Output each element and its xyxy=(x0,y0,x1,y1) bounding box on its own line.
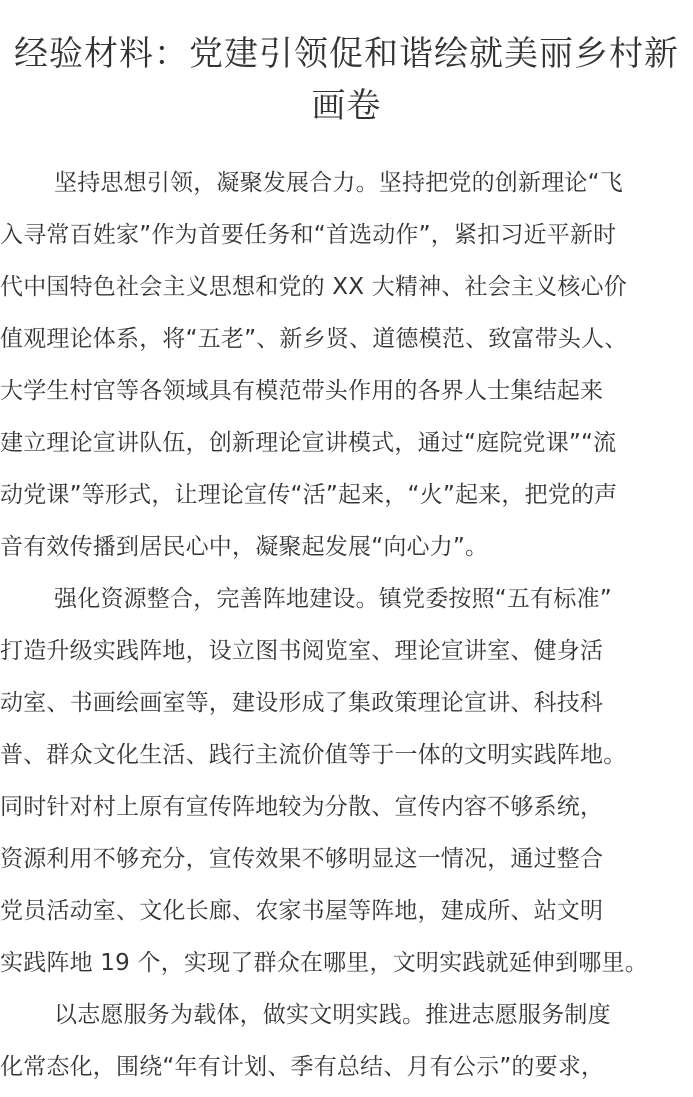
paragraph-line: 同时针对村上原有宣传阵地较为分散、宣传内容不够系统， xyxy=(0,794,604,820)
paragraph-line: 资源利用不够充分，宣传效果不够明显这一情况，通过整合 xyxy=(0,846,604,872)
paragraph-line: 强化资源整合，完善阵地建设。镇党委按照“五有标准” xyxy=(54,586,612,612)
paragraph-line: 坚持思想引领，凝聚发展合力。坚持把党的创新理论“飞 xyxy=(54,170,623,196)
paragraph-3 xyxy=(0,989,693,1093)
paragraph-line: 打造升级实践阵地，设立图书阅览室、理论宣讲室、健身活 xyxy=(0,638,604,664)
paragraph-line: 党员活动室、文化长廊、农家书屋等阵地，建成所、站文明 xyxy=(0,898,604,924)
paragraph-line: 入寻常百姓家”作为首要任务和“首选动作”，紧扣习近平新时 xyxy=(0,222,617,248)
paragraph-line: 化常态化，围绕“年有计划、季有总结、月有公示”的要求， xyxy=(0,1054,605,1080)
document-body xyxy=(0,157,693,1093)
paragraph-line: 动室、书画绘画室等，建设形成了集政策理论宣讲、科技科 xyxy=(0,690,604,716)
paragraph-2 xyxy=(0,573,693,989)
paragraph-line: 以志愿服务为载体，做实文明实践。推进志愿服务制度 xyxy=(54,1002,611,1028)
paragraph-line: 动党课”等形式，让理论宣传“活”起来，“火”起来，把党的声 xyxy=(0,482,618,508)
paragraph-line: 大学生村官等各领域具有模范带头作用的各界人士集结起来 xyxy=(0,378,604,404)
paragraph-line: 实践阵地 19 个，实现了群众在哪里，文明实践就延伸到哪里。 xyxy=(0,950,648,976)
paragraph-line: 建立理论宣讲队伍，创新理论宣讲模式，通过“庭院党课”“流 xyxy=(0,430,617,456)
paragraph-line: 值观理论体系，将“五老”、新乡贤、道德模范、致富带头人、 xyxy=(0,326,628,352)
paragraph-1 xyxy=(0,157,693,573)
paragraph-line: 普、群众文化生活、践行主流价值等于一体的文明实践阵地。 xyxy=(0,742,627,768)
paragraph-line: 代中国特色社会主义思想和党的 XX 大精神、社会主义核心价 xyxy=(0,274,627,300)
document-title: 经验材料：党建引领促和谐绘就美丽乡村新 画卷 xyxy=(14,34,679,126)
paragraph-line: 音有效传播到居民心中，凝聚起发展“向心力”。 xyxy=(0,534,489,560)
